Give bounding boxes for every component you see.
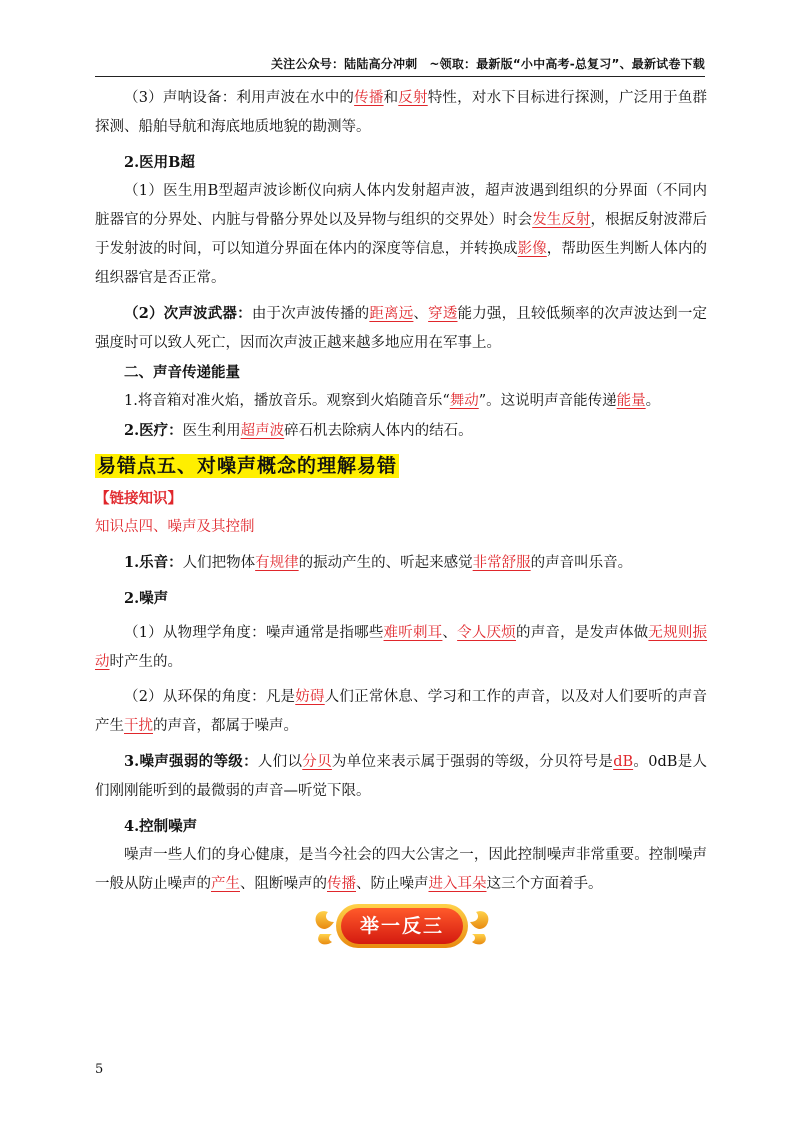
- paragraph-noise-level: 3.噪声强弱的等级：人们以分贝为单位来表示属于强弱的等级，分贝符号是dB。0dB是人们刚刚能听到的最微弱的声音—听觉下限。: [95, 753, 708, 799]
- blank-answer: 进入耳朵: [428, 876, 487, 892]
- blank-answer: 超声波: [240, 423, 285, 439]
- paragraph-b-ultrasound: （1）医生用B型超声波诊断仪向病人体内发射超声波，超声波遇到组织的分界面（不同内脏器官的分界处、内脏与骨骼分界处以及异物与组织的交界处）时会发生反射，根据反射波滞后于发射波的时间，可以知道分界面在体内的深度等信息，并转换成影像，帮助医生判断人体内的组织器官是否正常。: [95, 183, 708, 286]
- blank-answer: dB: [613, 754, 634, 770]
- heading-b-ultrasound: 2.医用B超: [124, 154, 195, 171]
- heading-sound-energy: 二、声音传递能量: [124, 364, 240, 381]
- header-left-text: 关注公众号：陆陆高分冲刺: [270, 57, 418, 71]
- blank-answer: 舞动: [449, 393, 479, 409]
- heading-noise: 2.噪声: [124, 590, 169, 607]
- heading-noise-control: 4.控制噪声: [124, 818, 198, 835]
- blank-answer: 距离远: [369, 306, 414, 322]
- paragraph-infrasound-weapon: （2）次声波武器：由于次声波传播的距离远、穿透能力强，且较低频率的次声波达到一定强度时可以致人死亡，因而次声波正越来越多地应用在军事上。: [95, 305, 708, 351]
- blank-answer: 干扰: [124, 718, 153, 734]
- blank-answer: 妨碍: [295, 689, 325, 705]
- header-right-text: ~领取：最新版“小中高考-总复习”、最新试卷下载: [429, 57, 705, 71]
- paragraph-noise-physics: （1）从物理学角度：噪声通常是指哪些难听刺耳、令人厌烦的声音，是发声体做无规则振动时产生的。: [95, 625, 708, 670]
- blank-answer: 传播: [354, 90, 384, 106]
- paragraph-musical-sound: 1.乐音：人们把物体有规律的振动产生的、听起来感觉非常舒服的声音叫乐音。: [124, 554, 633, 571]
- page-number: 5: [95, 1062, 104, 1077]
- badge-label: 举一反三: [359, 915, 444, 937]
- knowledge-point-title: 知识点四、噪声及其控制: [95, 519, 255, 535]
- blank-answer: 令人厌烦: [457, 625, 516, 641]
- paragraph-noise-environment: （2）从环保的角度：凡是妨碍人们正常休息、学习和工作的声音，以及对人们要听的声音产生干扰的声音，都属于噪声。: [95, 689, 708, 734]
- blank-answer: 难听刺耳: [383, 625, 443, 641]
- blank-answer: 穿透: [428, 306, 458, 322]
- blank-answer: 影像: [517, 241, 547, 257]
- page-header: [271, 55, 705, 72]
- paragraph-sonar: （3）声呐设备：利用声波在水中的传播和反射特性，对水下目标进行探测，广泛用于鱼群探测、船舶导航和海底地质地貌的勘测等。: [95, 90, 708, 135]
- blank-answer: 分贝: [302, 754, 332, 770]
- section-title-wrap: [95, 450, 707, 482]
- page-content: [95, 84, 707, 899]
- blank-answer: 有规律: [255, 555, 299, 571]
- practice-badge: [310, 898, 494, 954]
- blank-answer: 能量: [616, 393, 646, 409]
- blank-answer: 产生: [211, 876, 240, 892]
- paragraph-noise-control: 噪声一些人们的身心健康，是当今社会的四大公害之一，因此控制噪声非常重要。控制噪声一般从防止噪声的产生、阻断噪声的传播、防止噪声进入耳朵这三个方面着手。: [95, 847, 707, 892]
- link-knowledge-label: 【链接知识】: [95, 490, 182, 507]
- blank-answer: 无规则振动: [95, 625, 708, 670]
- header-rule: [95, 76, 705, 77]
- blank-answer: 传播: [327, 876, 356, 892]
- blank-answer: 反射: [398, 90, 428, 106]
- blank-answer: 非常舒服: [472, 555, 531, 571]
- blank-answer: 发生反射: [532, 212, 591, 228]
- paragraph-medical: 2.医疗：医生利用超声波碎石机去除病人体内的结石。: [124, 422, 473, 439]
- section-title: 易错点五、对噪声概念的理解易错: [97, 455, 398, 477]
- paragraph-speaker-flame: 1.将音箱对准火焰，播放音乐。观察到火焰随音乐“舞动”。这说明声音能传递能量。: [124, 393, 661, 409]
